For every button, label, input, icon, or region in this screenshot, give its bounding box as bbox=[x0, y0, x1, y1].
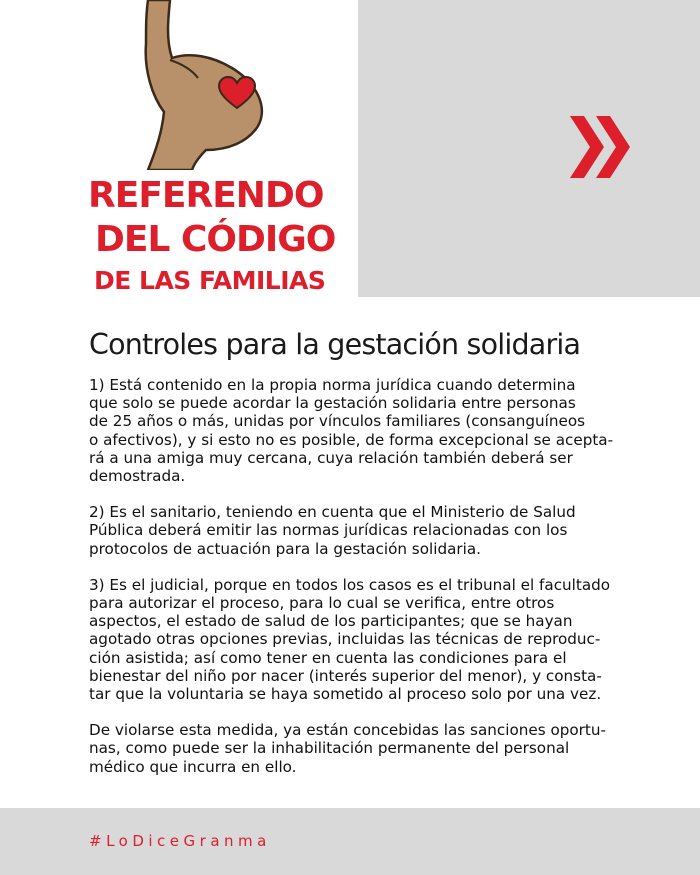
paragraph-3 bbox=[89, 576, 619, 703]
paragraph-2 bbox=[89, 503, 619, 558]
text-line: ción asistida; así como tener en cuenta las condiciones para el bbox=[89, 648, 567, 667]
text-line: aspectos, el estado de salud de los participantes; que se hayan bbox=[89, 612, 573, 631]
footer-hashtag[interactable]: #LoDiceGranma bbox=[89, 832, 271, 850]
text-line: tar que la voluntaria se haya sometido al proceso solo por una vez. bbox=[89, 685, 602, 704]
text-line: protocolos de actuación para la gestación solidaria. bbox=[89, 539, 481, 558]
title-line-1: REFERENDO bbox=[88, 175, 324, 216]
text-line: rá a una amiga muy cercana, cuya relación también deberá ser bbox=[89, 448, 573, 467]
double-chevron-right-icon bbox=[570, 116, 634, 178]
body-text bbox=[89, 376, 619, 794]
text-line: para autorizar el proceso, para lo cual se verifica, entre otros bbox=[89, 594, 555, 613]
text-line: médico que incurra en ello. bbox=[89, 757, 297, 776]
paragraph-4 bbox=[89, 721, 619, 776]
gray-header-panel bbox=[358, 0, 700, 297]
paragraph-1 bbox=[89, 376, 619, 485]
text-line: 2) Es el sanitario, teniendo en cuenta que el Ministerio de Salud bbox=[89, 503, 576, 522]
text-line: Pública deberá emitir las normas jurídicas relacionadas con los bbox=[89, 521, 568, 540]
text-line: de 25 años o más, unidas por vínculos familiares (consanguíneos bbox=[89, 412, 586, 431]
text-line: que solo se puede acordar la gestación solidaria entre personas bbox=[89, 394, 576, 413]
text-line: bienestar del niño por nacer (interés superior del menor), y consta- bbox=[89, 666, 602, 685]
text-line: De violarse esta medida, ya están concebidas las sanciones oportu- bbox=[89, 721, 606, 740]
section-heading: Controles para la gestación solidaria bbox=[89, 328, 581, 361]
text-line: nas, como puede ser la inhabilitación permanente del personal bbox=[89, 739, 570, 758]
title-line-3: DE LAS FAMILIAS bbox=[94, 266, 326, 295]
heart-icon bbox=[218, 76, 256, 110]
text-line: o afectivos), y si esto no es posible, de forma excepcional se acepta- bbox=[89, 430, 614, 449]
text-line: demostrada. bbox=[89, 467, 186, 486]
text-line: agotado otras opciones previas, incluidas las técnicas de reproduc- bbox=[89, 630, 601, 649]
pregnant-silhouette-icon bbox=[140, 0, 290, 170]
title-line-2: DEL CÓDIGO bbox=[95, 219, 336, 260]
text-line: 3) Es el judicial, porque en todos los casos es el tribunal el facultado bbox=[89, 575, 611, 594]
text-line: 1) Está contenido en la propia norma jurídica cuando determina bbox=[89, 376, 576, 394]
